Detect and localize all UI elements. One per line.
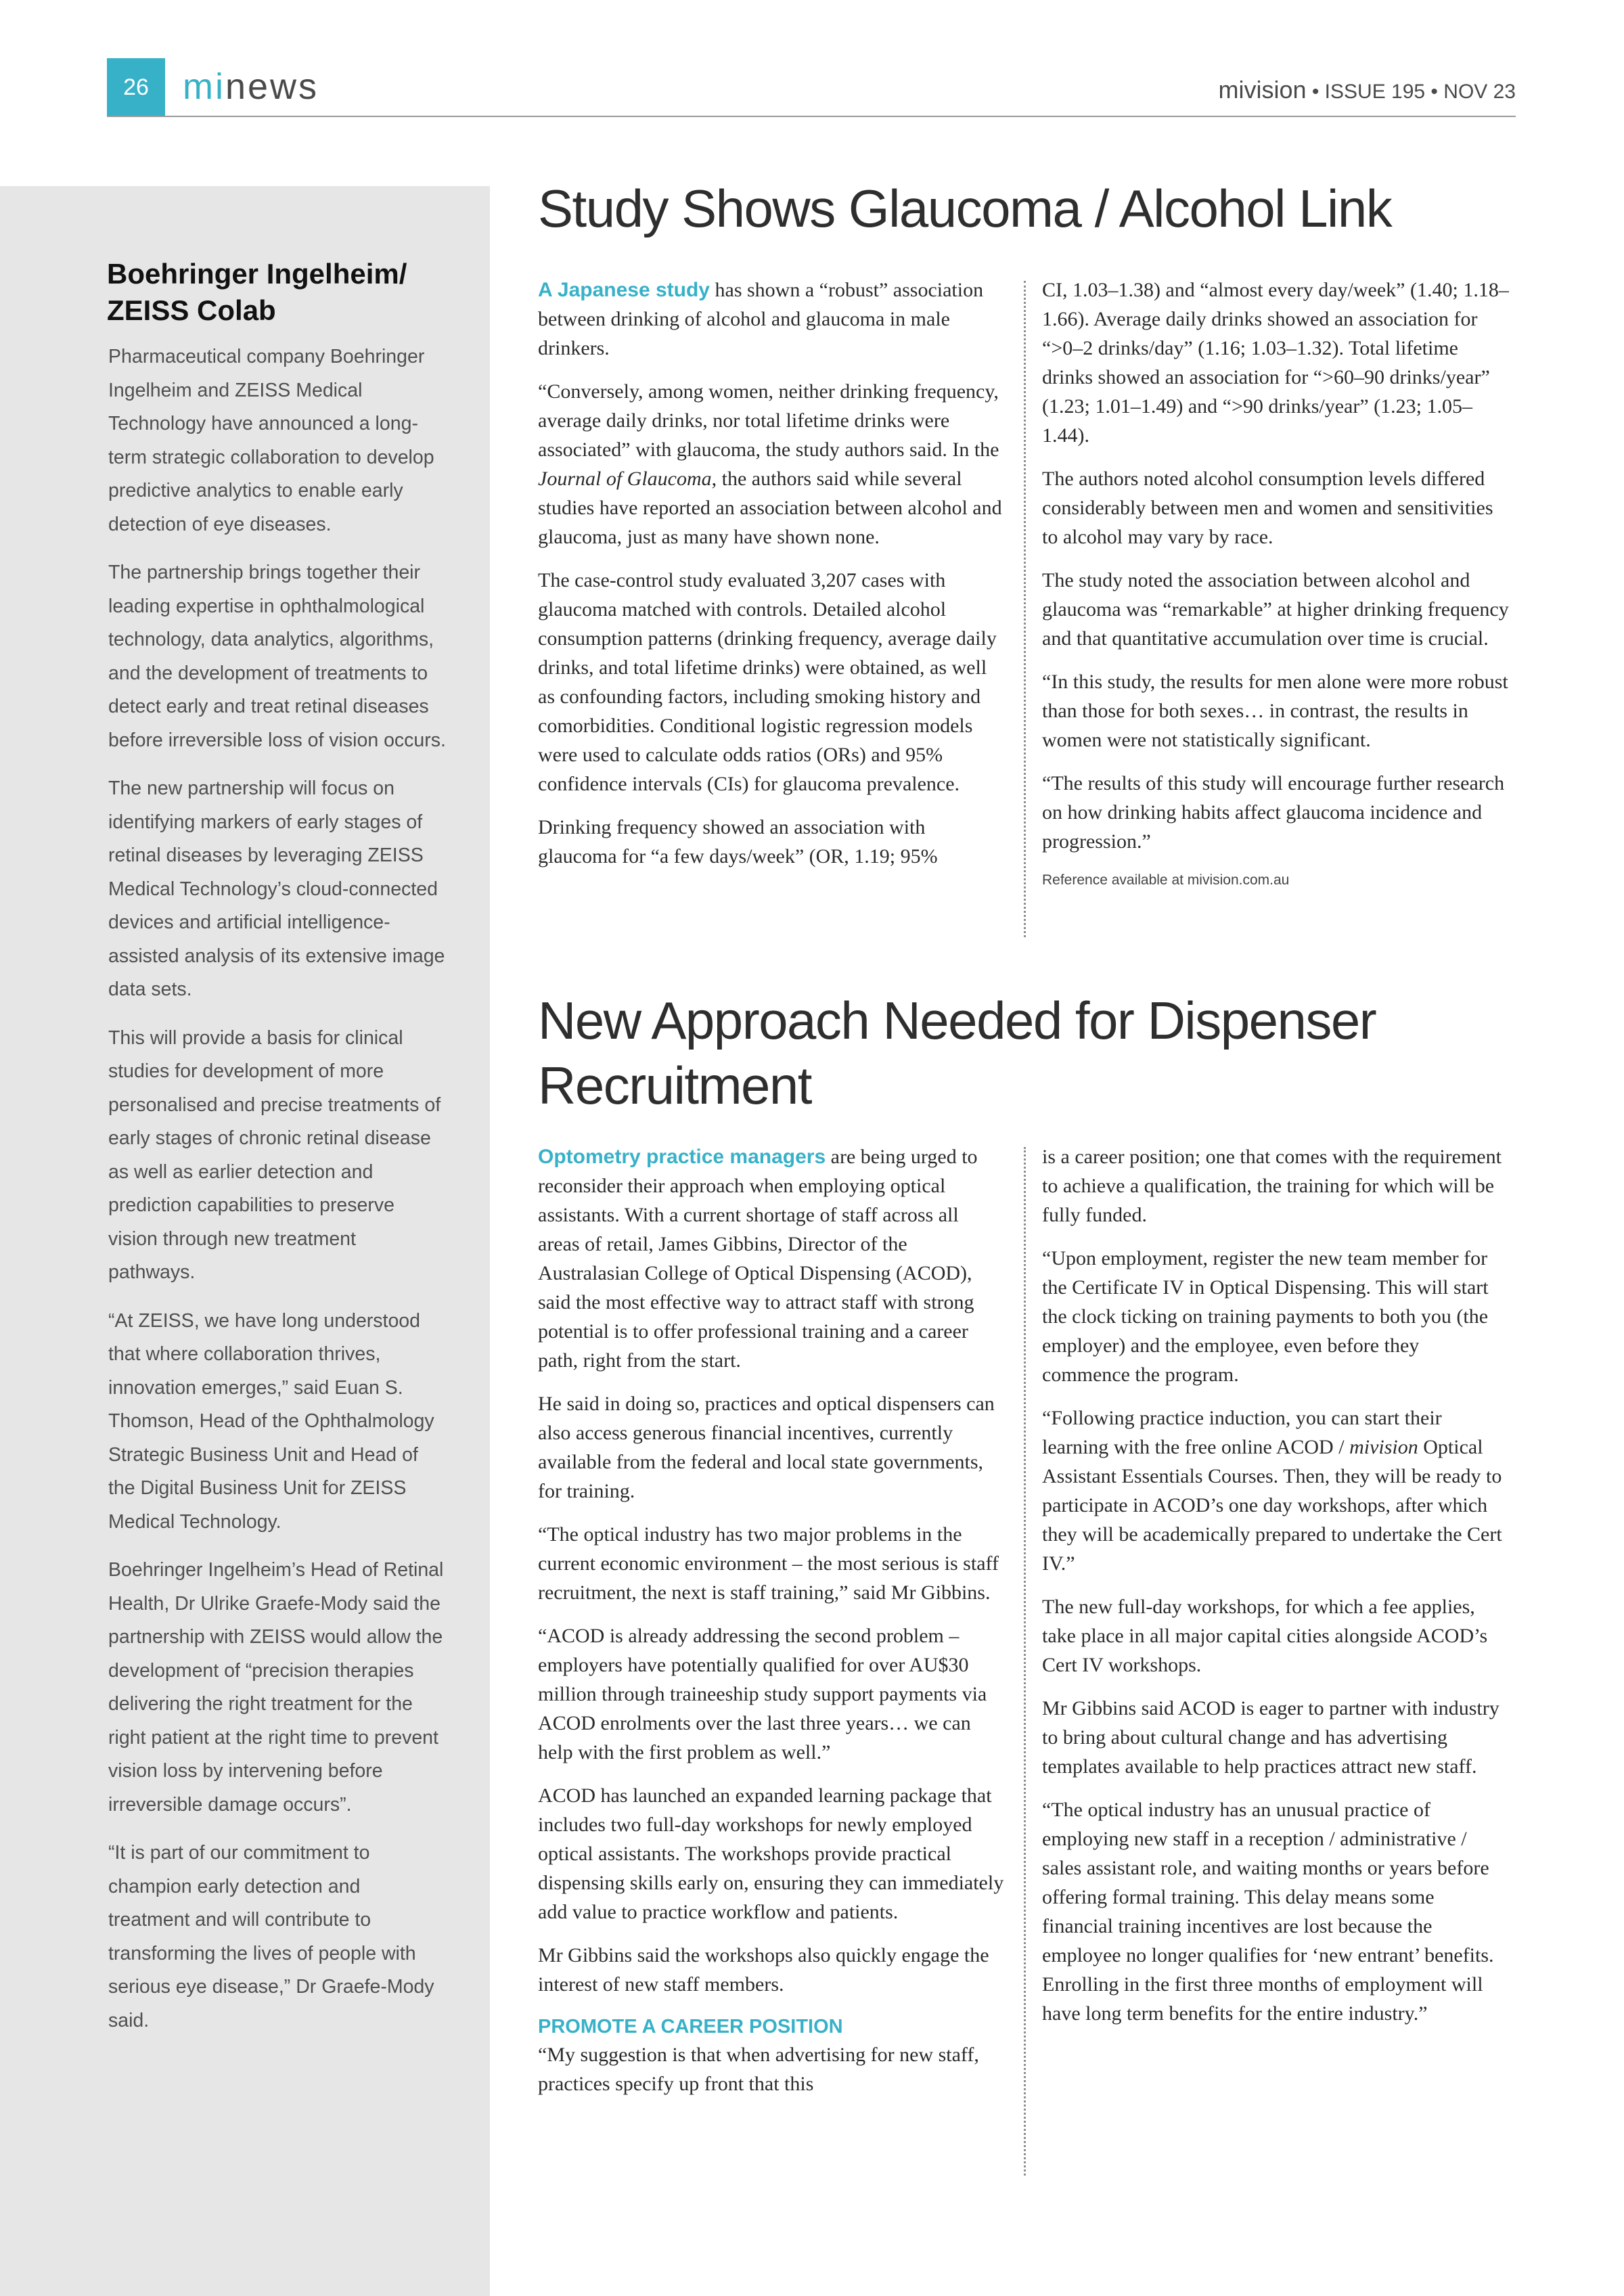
article1-paragraph	[538, 275, 1005, 363]
section-name	[183, 62, 319, 111]
sidebar-paragraph: “It is part of our commitment to champion early detection and treatment and will contribute to transforming the lives of people with serious eye disease,” Dr Graefe-Mody said.	[108, 1842, 434, 2031]
article1-paragraph: “The results of this study will encourage further research on how drinking habits affect glaucoma incidence and progression.”	[1042, 772, 1505, 853]
article2-subheading: PROMOTE A CAREER POSITION	[538, 2016, 843, 2038]
article1-text: “Conversely, among women, neither drinking frequency, average daily drinks, nor total lifetime drinks were associated” with glaucoma, the study authors said. In the	[538, 380, 999, 461]
article2-paragraph: ACOD has launched an expanded learning package that includes two full-day workshops for newly employed optical assistants. The workshops provide practical dispensing skills early on, ensuring they can immediately add value to practice workflow and patients.	[538, 1784, 1004, 1923]
article2-paragraph: is a career position; one that comes with the requirement to achieve a qualification, the training for which will be fully funded.	[1042, 1146, 1502, 1226]
article1-column-right	[1042, 275, 1509, 891]
article2-paragraph	[1042, 1403, 1509, 1578]
article2-paragraph	[538, 1142, 1005, 1375]
article2-paragraph: Mr Gibbins said the workshops also quickly engage the interest of new staff members.	[538, 1944, 989, 1996]
page-number: 26	[107, 58, 165, 116]
article1-paragraph: The study noted the association between alcohol and glaucoma was “remarkable” at higher drinking frequency and that quantitative accumulation over time is crucial.	[1042, 569, 1509, 650]
article1-column-left	[538, 275, 1005, 885]
article2-column-left	[538, 1142, 1005, 2113]
section-name-prefix: mi	[183, 66, 225, 107]
article2-paragraph: “The optical industry has two major problems in the current economic environment – the most serious is staff recruitment, the next is staff training,” said Mr Gibbins.	[538, 1523, 999, 1604]
article1-paragraph: Drinking frequency showed an association with glaucoma for “a few days/week” (OR, 1.19; 95%	[538, 816, 938, 868]
sidebar-body	[108, 340, 447, 2052]
article1-paragraph: CI, 1.03–1.38) and “almost every day/week” (1.40; 1.18–1.66). Average daily drinks showed an association for “>0–2 drinks/day” (1.16; 1.03–1.32). Total lifetime drinks showed an association for “>60–90 drinks/year” (1.23; 1.01–1.49) and “>90 drinks/year” (1.23; 1.05–1.44).	[1042, 279, 1509, 447]
article2-headline: New Approach Needed for Dispenser Recruitment	[538, 991, 1376, 1115]
section-name-suffix: news	[225, 66, 319, 107]
article1-paragraph: “In this study, the results for men alone were more robust than those for both sexes… in contrast, the results in women were not statistically significant.	[1042, 671, 1508, 751]
article2-paragraph: “Upon employment, register the new team member for the Certificate IV in Optical Dispensing. This will start the clock ticking on training payments to both you (the employer) and the employee, even before they commence the program.	[1042, 1247, 1489, 1386]
magazine-brand: mivision	[1218, 76, 1307, 104]
article2-paragraph: Mr Gibbins said ACOD is eager to partner with industry to bring about cultural change and has advertising templates available to help practices attract new staff.	[1042, 1697, 1499, 1778]
header-divider	[107, 116, 1516, 117]
article1-paragraph	[538, 377, 1005, 552]
article1-text: , the authors said while several studies have reported an association between alcohol and glaucoma, just as many have shown none.	[538, 468, 1002, 548]
sidebar-paragraph: The new partnership will focus on identifying markers of early stages of retinal diseases by leveraging ZEISS Medical Technology’s cloud-connected devices and artificial intelligence-assisted analysis of its extensive image data sets.	[108, 778, 445, 1000]
practice-managers-link[interactable]: Optometry practice managers	[538, 1146, 826, 1168]
article2-paragraph: “My suggestion is that when advertising for new staff, practices specify up front that this	[538, 2044, 979, 2095]
article2-paragraph: The new full-day workshops, for which a fee applies, take place in all major capital cities alongside ACOD’s Cert IV workshops.	[1042, 1596, 1488, 1676]
sidebar-paragraph: Boehringer Ingelheim’s Head of Retinal Health, Dr Ulrike Graefe-Mody said the partnership with ZEISS would allow the development of “precision therapies delivering the right treatment for the right patient at the right time to prevent vision loss by intervening before irreversible damage occurs”.	[108, 1559, 444, 1816]
column-divider	[1024, 1147, 1026, 2176]
journal-title: Journal of Glaucoma	[538, 468, 712, 490]
sidebar-paragraph: This will provide a basis for clinical studies for development of more personalised and precise treatments of early stages of chronic retinal disease as well as earlier detection and prediction capabilities to preserve vision through new treatment pathways.	[108, 1027, 441, 1283]
article1-paragraph: The case-control study evaluated 3,207 cases with glaucoma matched with controls. Detailed alcohol consumption patterns (drinking frequency, average daily drinks, and total lifetime drinks) were obtained, as well as confounding factors, including smoking history and comorbidities. Conditional logistic regression models were used to calculate odds ratios (ORs) and 95% confidence intervals (CIs) for glaucoma prevalence.	[538, 569, 997, 795]
sidebar-paragraph: Pharmaceutical company Boehringer Ingelheim and ZEISS Medical Technology have announced a long-term strategic collaboration to develop predictive analytics to enable early detection of eye diseases.	[108, 346, 434, 535]
article1-paragraph: The authors noted alcohol consumption levels differed considerably between men and women and sensitivities to alcohol may vary by race.	[1042, 468, 1493, 548]
issue-info	[1218, 76, 1516, 104]
article1-lead-text: has shown a “robust” association between drinking of alcohol and glaucoma in male drinkers.	[538, 279, 984, 359]
article1-headline: Study Shows Glaucoma / Alcohol Link	[538, 179, 1392, 238]
article2-column-right	[1042, 1142, 1509, 2042]
sidebar-title: Boehringer Ingelheim/ ZEISS Colab	[107, 258, 407, 326]
article2-paragraph: “ACOD is already addressing the second problem – employers have potentially qualified for over AU$30 million through traineeship study support payments via ACOD enrolments over the last three years… we can help with the first problem as well.”	[538, 1625, 987, 1763]
mivision-brand: mivision	[1349, 1436, 1418, 1458]
reference-note: Reference available at mivision.com.au	[1042, 872, 1290, 888]
issue-number: • ISSUE 195 • NOV 23	[1311, 81, 1516, 103]
japanese-study-link[interactable]: A Japanese study	[538, 279, 710, 301]
article2-paragraph: “The optical industry has an unusual practice of employing new staff in a reception / administrative / sales assistant role, and waiting months or years before offering formal training. This delay means some financial training incentives are lost because the employee no longer qualifies for ‘new entrant’ benefits. Enrolling in the first three months of employment will have long term benefits for the entire industry.”	[1042, 1799, 1494, 2025]
sidebar-paragraph: The partnership brings together their leading expertise in ophthalmological technology, data analytics, algorithms, and the development of treatments to detect early and treat retinal diseases before irreversible loss of vision occurs.	[108, 562, 446, 751]
column-divider	[1024, 281, 1026, 937]
article2-paragraph: He said in doing so, practices and optical dispensers can also access generous financial incentives, currently available from the federal and local state governments, for training.	[538, 1393, 995, 1502]
article2-text: Optical Assistant Essentials Courses. Then, they will be ready to participate in ACOD’s one day workshops, after which they will be academically prepared to undertake the Cert IV.”	[1042, 1436, 1502, 1575]
sidebar-paragraph: “At ZEISS, we have long understood that where collaboration thrives, innovation emerges,” said Euan S. Thomson, Head of the Ophthalmology Strategic Business Unit and Head of the Digital Business Unit for ZEISS Medical Technology.	[108, 1309, 434, 1533]
article2-text: “Following practice induction, you can start their learning with the free online ACOD /	[1042, 1407, 1442, 1458]
article2-lead-text: are being urged to reconsider their approach when employing optical assistants. With a current shortage of staff across all areas of retail, James Gibbins, Director of the Australasian College of Optical Dispensing (ACOD), said the most effective way to attract staff with strong potential is to offer professional training and a career path, right from the start.	[538, 1146, 978, 1372]
